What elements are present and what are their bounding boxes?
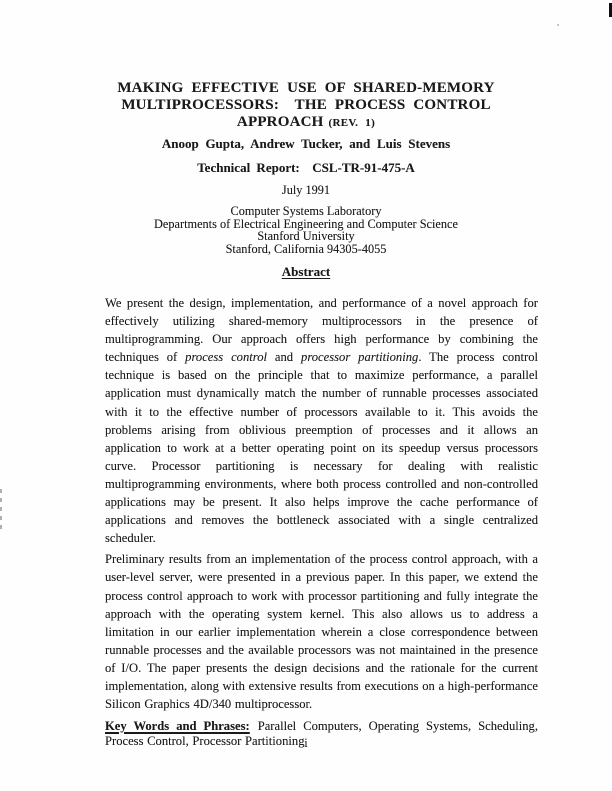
abstract-paragraph-1: We present the design, implementation, and performance of a novel approach for effectively utilizing shared-memory multiprocessors in the presence of multiprogramming. Our approach offers high performance by combining the techniques of process control and processor partitioning. The process control technique is based on the principle that to maximize performance, a parallel application must dynamically match the number of runnable processes associated with it to the effective number of processors available to it. This avoids the problems arising from oblivious preemption of processes and it allows an application to work at a better operating point on its speedup versus processors curve. Processor partitioning is necessary for dealing with realistic multiprogramming environments, where both process controlled and non-controlled applications may be present. It also helps improve the cache performance of applications and removes the bottleneck associated with a single centralized scheduler. xyxy=(105,296,538,546)
affiliation-line-lab: Computer Systems Laboratory xyxy=(230,204,382,218)
title-line-3-main: APPROACH xyxy=(236,114,324,130)
authors-line: Anoop Gupta, Andrew Tucker, and Luis Stevens xyxy=(161,136,451,151)
abstract-paragraph-2: Preliminary results from an implementation of the process control approach, with a user-level server, were presented in a previous paper. In this paper, we extend the process control approach to work with processor partitioning and fully integrate the approach with the operating system kernel. This also allows us to address a limitation in our earlier implementation wherein a close correspondence between runnable processes and the available processors was not maintained in the presence of I/O. The paper presents the design decisions and the rationale for the current implementation, along with extensive results from executions on a high-performance Silicon Graphics 4D/340 multiprocessor. xyxy=(105,552,538,712)
keywords-text: Parallel Computers, Operating Systems, Scheduling, Process Control, Processor Partitioning xyxy=(105,719,538,748)
affiliation-line-university: Stanford University xyxy=(257,229,355,243)
affiliation-line-departments: Departments of Electrical Engineering and Computer Science xyxy=(154,216,458,231)
affiliation-line-address: Stanford, California 94305-4055 xyxy=(225,241,387,256)
scan-artifact-speck xyxy=(557,24,559,26)
title-line-3 xyxy=(0,114,612,132)
abstract-body xyxy=(105,294,538,748)
affiliation-block xyxy=(0,205,612,255)
title-line-2: MULTIPROCESSORS: THE PROCESS CONTROL xyxy=(121,97,491,113)
page-number: i xyxy=(304,736,308,750)
report-number-line: Technical Report: CSL-TR-91-475-A xyxy=(197,160,415,175)
title-block xyxy=(0,80,612,132)
publication-date: July 1991 xyxy=(281,183,331,197)
keywords-label: Key Words and Phrases: xyxy=(105,719,250,734)
paper-title xyxy=(0,80,612,132)
title-line-1: MAKING EFFECTIVE USE OF SHARED-MEMORY xyxy=(117,80,495,96)
scan-artifact-left-edge-dashes xyxy=(0,489,2,529)
abstract-heading: Abstract xyxy=(281,264,331,279)
title-revision-label: (REV. 1) xyxy=(328,117,376,129)
